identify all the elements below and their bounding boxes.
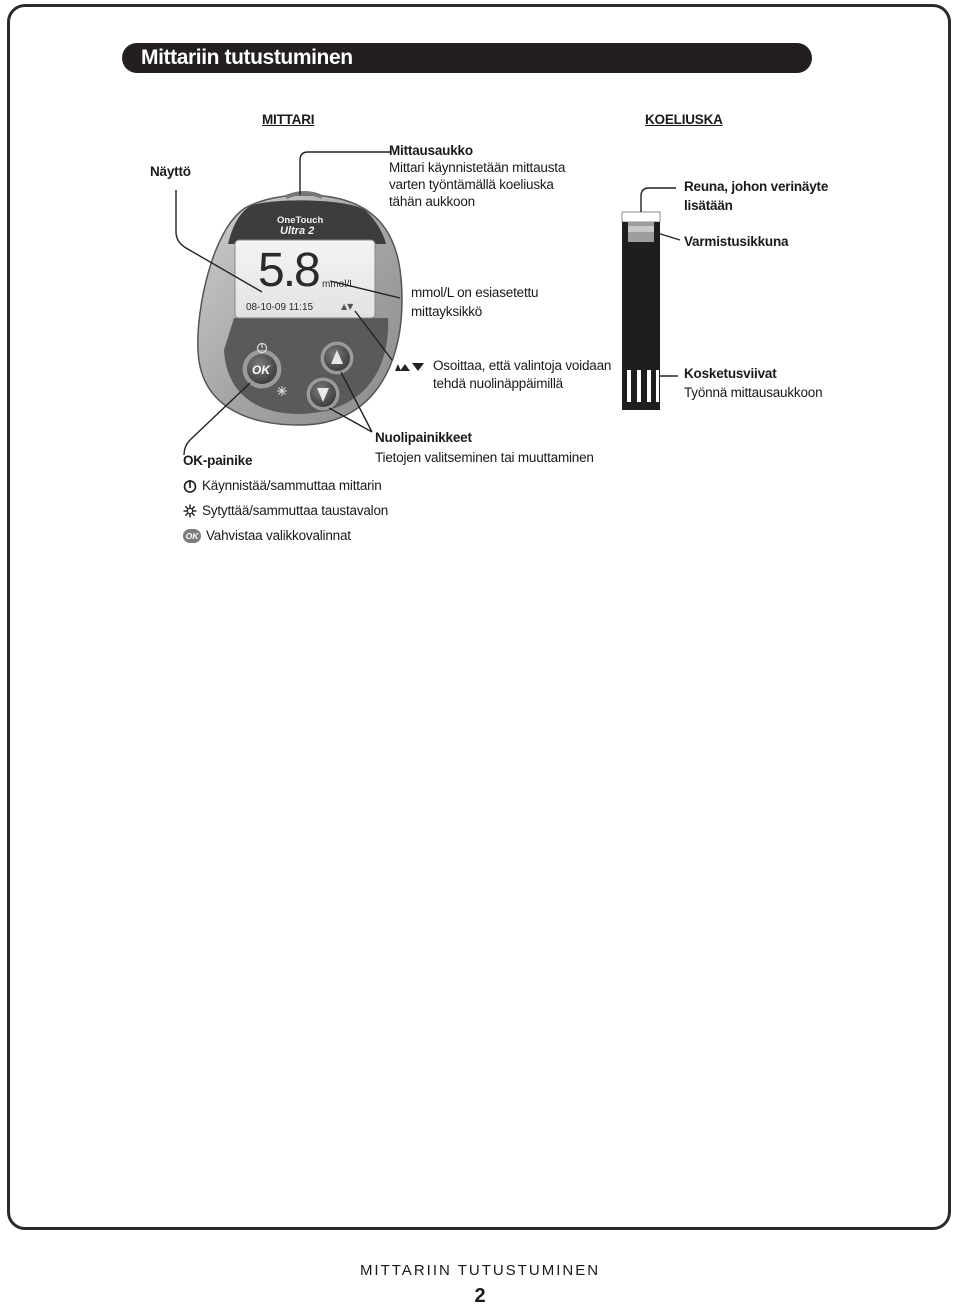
display-label: Näyttö (150, 164, 191, 179)
legend-power-text: Käynnistää/sammuttaa mittarin (202, 478, 382, 493)
port-desc-line3: tähän aukkoon (389, 194, 475, 209)
page-number: 2 (474, 1285, 486, 1307)
port-desc-line1: Mittari käynnistetään mittausta (389, 160, 566, 175)
screen-arrows-icon: ▲▼ (341, 302, 354, 311)
arrows-indicator-icon (395, 363, 424, 371)
backlight-small-icon (277, 386, 287, 396)
footer-section-title: MITTARIIN TUTUSTUMINEN (359, 1262, 601, 1279)
legend-backlight-text: Sytyttää/sammuttaa taustavalon (202, 503, 389, 518)
contact-bars-desc: Työnnä mittausaukkoon (684, 385, 823, 400)
power-icon (183, 479, 197, 493)
sample-edge-line1: Reuna, johon verinäyte (684, 179, 829, 194)
unit-desc-line1: mmol/L on esiasetettu (411, 285, 539, 300)
confirm-window-label: Varmistusikkuna (684, 234, 789, 249)
arrow-buttons-title: Nuolipainikkeet (375, 430, 472, 445)
legend-row-ok (183, 528, 351, 543)
backlight-icon (183, 504, 197, 518)
reading-value: 5.8 (258, 244, 319, 297)
legend-ok-text: Vahvistaa valikkovalinnat (206, 528, 351, 543)
unit-desc-line2: mittayksikkö (411, 304, 483, 319)
contact-bars-title: Kosketusviivat (684, 366, 777, 381)
arrows-desc-line1: Osoittaa, että valintoja voidaan (433, 358, 612, 373)
reading-datetime: 08-10-09 11:15 (246, 302, 314, 313)
port-title: Mittausaukko (389, 143, 473, 158)
brand-model: Ultra 2 (280, 225, 315, 237)
legend-row-power (183, 478, 382, 493)
arrows-desc-line2: tehdä nuolinäppäimillä (433, 376, 563, 391)
sample-edge-line2: lisätään (684, 198, 733, 213)
page-title: Mittariin tutustuminen (141, 46, 353, 69)
brand-top: OneTouch (277, 215, 324, 226)
meter-section-heading: MITTARI (262, 112, 315, 127)
strip-section-heading: KOELIUSKA (645, 112, 723, 127)
reading-unit: mmol/L (322, 279, 355, 290)
ok-button-label: OK (252, 363, 270, 377)
port-desc-line2: varten työntämällä koeliuska (389, 177, 554, 192)
ok-legend-title: OK-painike (183, 453, 253, 468)
strip-sample-edge (622, 212, 660, 222)
ok-icon: OK (183, 529, 201, 543)
arrow-buttons-desc: Tietojen valitseminen tai muuttaminen (375, 450, 594, 465)
legend-row-backlight (183, 503, 388, 518)
